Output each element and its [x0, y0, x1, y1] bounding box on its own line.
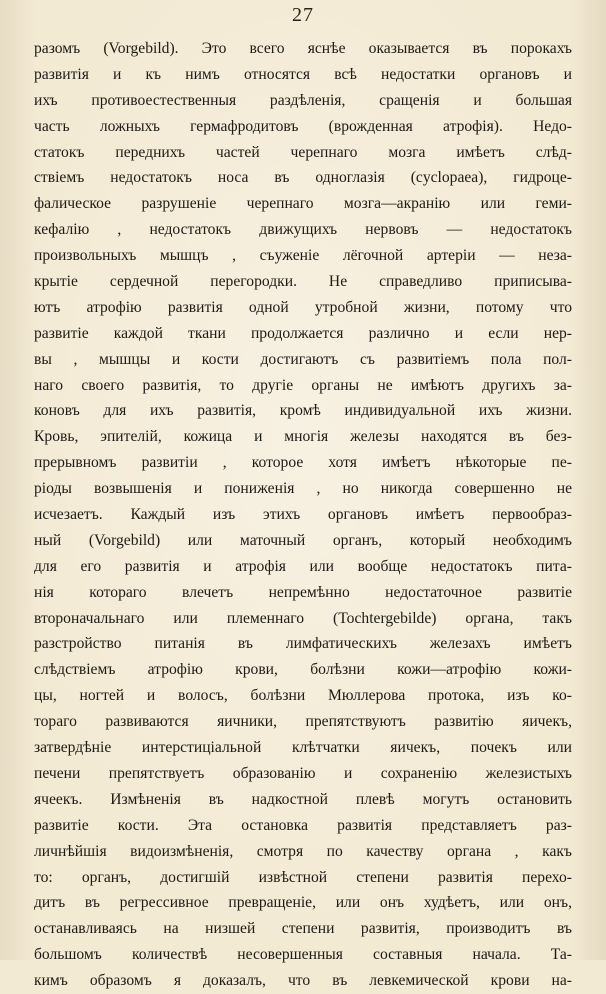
text-line: Кровь, эпителій, кожица и многія железы находятся въ без-	[34, 428, 572, 446]
text-line: наго своего развитія, то другіе органы не имѣютъ другихъ за-	[34, 376, 572, 394]
text-line: ютъ атрофію развитія одной утробной жизни, потому что	[34, 298, 572, 316]
text-line: прерывномъ развитіи , которое хотя имѣетъ нѣкоторые пе-	[34, 454, 572, 472]
text-line: кефалію , недостатокъ движущихъ нервовъ — недостатокъ	[34, 221, 572, 239]
text-line: ріоды возвышенія и пониженія , но никогда совершенно не	[34, 480, 572, 498]
text-line: личнѣйшія видоизмѣненія, смотря по качеству органа , какъ	[34, 842, 572, 860]
text-line: ный (Vorgebild) или маточный органъ, который необходимъ	[34, 531, 572, 549]
body-text	[34, 36, 572, 994]
text-line: цы, ногтей и волосъ, болѣзни Мюллерова протока, изъ ко-	[34, 687, 572, 705]
text-line: для его развитія и атрофія или вообще недостатокъ пита-	[34, 557, 572, 575]
text-line: ячеекъ. Измѣненія въ надкостной плевѣ могутъ остановить	[34, 790, 572, 808]
text-line: ихъ противоестественныя раздѣленія, сращенія и большая	[34, 91, 572, 109]
text-line: развитія и къ нимъ относятся всѣ недостатки органовъ и	[34, 65, 572, 83]
text-line: крытіе сердечной перегородки. Не справедливо приписыва-	[34, 273, 572, 291]
text-line: большомъ количествѣ несовершенныя составныя начала. Та-	[34, 946, 572, 964]
text-line: второначальнаго или племеннаго (Tochtergebilde) органа, такъ	[34, 609, 572, 627]
text-line: произвольныхъ мышцъ , съуженіе лёгочной артеріи — неза-	[34, 247, 572, 265]
text-line: часть ложныхъ гермафродитовъ (врожденная атрофія). Недо-	[34, 117, 572, 135]
text-line: затвердѣніе интерстиціальной клѣтчатки яичекъ, почекъ или	[34, 739, 572, 757]
text-line: дитъ въ регрессивное превращеніе, или онъ худѣетъ, или онъ,	[34, 894, 572, 912]
text-line: то: органъ, достигшій извѣстной степени развитія перехо-	[34, 868, 572, 886]
text-line: развитіе кости. Эта остановка развитія представляетъ раз-	[34, 816, 572, 834]
text-line: слѣдствіемъ атрофію крови, болѣзни кожи—атрофію кожи-	[34, 661, 572, 679]
text-line: разстройство питанія въ лимфатическихъ железахъ имѣетъ	[34, 635, 572, 653]
text-line: разомъ (Vorgebild). Это всего яснѣе оказывается въ порокахъ	[34, 40, 572, 57]
text-line: нія котораго влечетъ непремѣнно недостаточное развитіе	[34, 583, 572, 601]
text-line: развитіе каждой ткани продолжается различно и если нер-	[34, 324, 572, 342]
text-line: печени препятствуетъ образованію и сохраненію железистыхъ	[34, 764, 572, 782]
text-line: кимъ образомъ я доказалъ, что въ левкемической крови на-	[34, 972, 572, 990]
page-number: 27	[292, 4, 314, 26]
text-line: вы , мышцы и кости достигаютъ съ развитіемъ пола пол-	[34, 350, 572, 368]
text-line: фалическое разрушеніе черепнаго мозга—акранію или геми-	[34, 195, 572, 213]
text-line: исчезаетъ. Каждый изъ этихъ органовъ имѣетъ первообраз-	[34, 506, 572, 524]
text-line: коновъ для ихъ развитія, кромѣ индивидуальной ихъ жизни.	[34, 402, 572, 420]
text-line: останавливаясь на низшей степени развитія, производитъ въ	[34, 920, 572, 938]
text-line: тораго развиваются яичники, препятствуютъ развитію яичекъ,	[34, 713, 572, 731]
text-line: ствіемъ недостатокъ носа въ одноглазія (cyclopaea), гидроце-	[34, 169, 572, 187]
text-line: статокъ переднихъ частей черепнаго мозга имѣетъ слѣд-	[34, 143, 572, 161]
